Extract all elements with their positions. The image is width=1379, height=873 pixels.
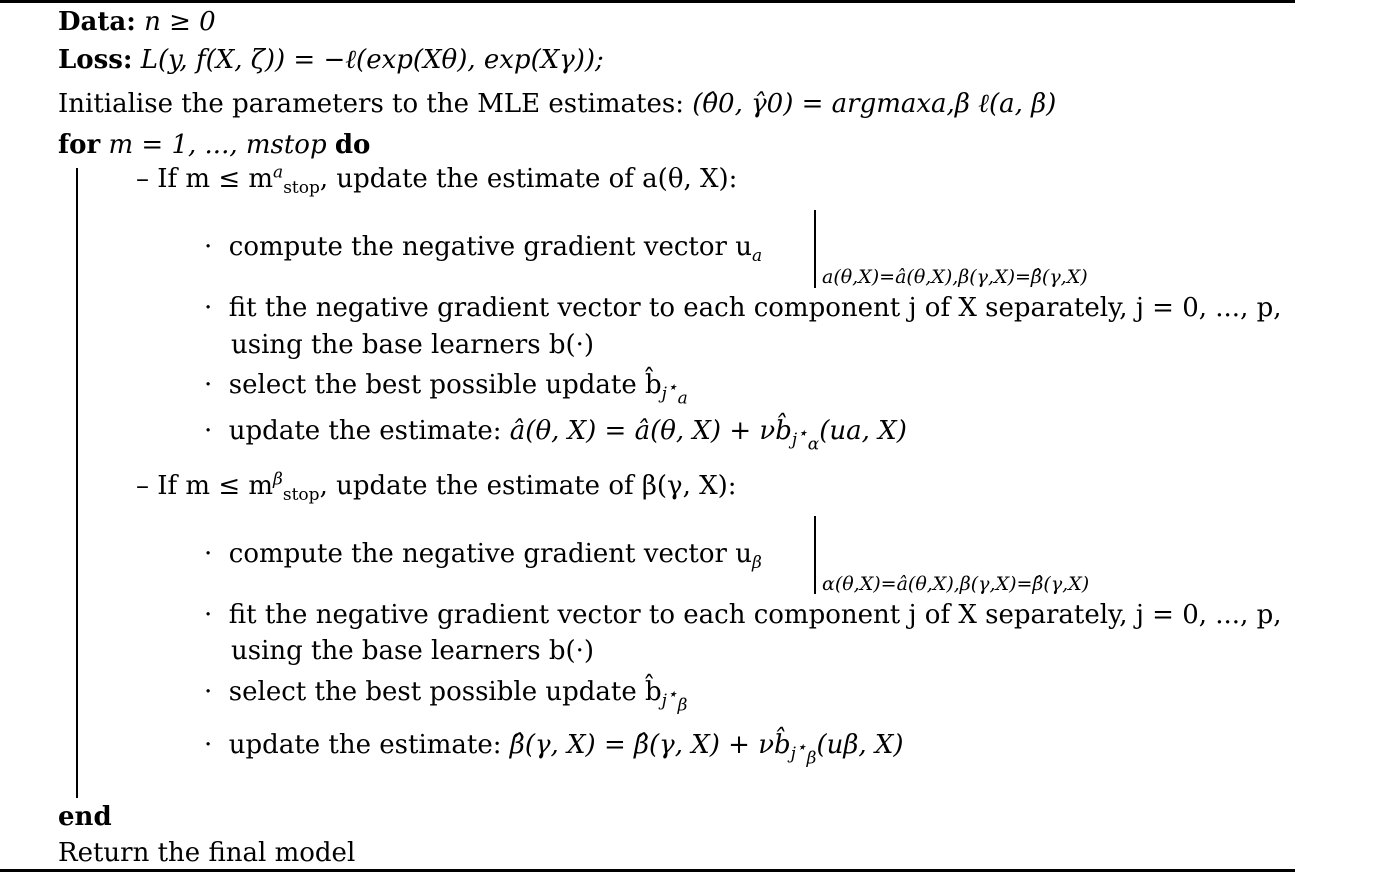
block-a-select [204,370,688,409]
block-b-compute [204,539,762,574]
loss-keyword: Loss: [58,45,133,75]
block-a-update-text: update the estimate: [228,416,502,446]
block-a-fit-bullet: · [204,293,213,323]
block-a-header [136,162,738,199]
end-keyword: end [58,802,112,832]
block-a-fit-cont: using the base learners b(·) [231,330,595,360]
block-b-select [204,677,688,716]
bottom-rule [0,869,1295,872]
block-a-header-text: If m ≤ m [157,164,274,194]
block-b-fit [204,600,1282,630]
block-b-eval-bar [814,516,816,594]
block-b-select-bullet: · [204,677,213,707]
init-text: Initialise the parameters to the MLE estimates: [58,89,684,119]
loop-body-bar [76,168,78,798]
block-a-fit [204,293,1282,323]
block-b-update-bullet: · [204,730,213,760]
block-a-select-sub: j⋆a [661,377,688,409]
do-keyword: do [334,130,371,160]
block-b-update-expr: β̂(γ, X) = β̂(γ, X) + νb̂ [509,730,791,760]
for-line [58,130,370,160]
block-b-update [204,730,904,769]
block-a-header-sup: a [273,162,284,183]
block-a-update-tail: (ua, X) [819,416,907,446]
block-b-update-sub: j⋆β [790,737,817,769]
block-b-compute-eval: α(θ,X)=â(θ,X),β(γ,X)=β̂(γ,X) [822,573,1090,595]
for-keyword: for [58,130,101,160]
block-a-update [204,416,907,455]
block-a-eval-bar [814,210,816,288]
block-b-fit-bullet: · [204,600,213,630]
block-b-fit-text: fit the negative gradient vector to each component j of X separately, j = 0, ..., p, [228,600,1282,630]
block-a-compute-text: compute the negative gradient vector u [228,232,752,262]
block-b-header-text: If m ≤ m [157,471,274,501]
block-a-dash: – [136,164,149,194]
block-b-compute-bullet: · [204,539,213,569]
block-a-select-bullet: · [204,370,213,400]
loss-line [58,45,604,75]
for-expression: m = 1, ..., mstop [108,130,327,160]
block-a-update-bullet: · [204,416,213,446]
top-rule [0,0,1295,3]
data-keyword: Data: [58,7,136,37]
block-a-select-text: select the best possible update b̂ [228,370,662,400]
block-b-compute-text: compute the negative gradient vector u [228,539,752,569]
block-b-update-tail: (uβ, X) [816,730,904,760]
block-b-dash: – [136,471,149,501]
data-expression: n ≥ 0 [144,7,216,37]
block-b-update-text: update the estimate: [228,730,502,760]
loss-expression: L(y, f(X, ζ)) = −ℓ(exp(Xθ), exp(Xγ)); [140,45,604,75]
return-line: Return the final model [58,838,356,868]
block-b-compute-sub: β [751,553,762,574]
block-a-compute-sub: a [751,246,763,267]
block-b-header-sub: stop [282,485,320,506]
block-a-update-expr: â(θ, X) = â(θ, X) + νb̂ [509,416,792,446]
data-line [58,7,216,37]
block-b-select-sub: j⋆β [661,684,688,716]
block-b-header-rest: , update the estimate of β(γ, X): [319,471,737,501]
block-a-update-sub: j⋆α [791,423,820,455]
block-a-compute [204,232,763,267]
block-a-header-rest: , update the estimate of a(θ, X): [319,164,738,194]
init-expression: (θ̂0, γ̂0) = argmaxa,β ℓ(a, β) [692,89,1057,119]
block-b-header-sup: β [273,469,283,490]
block-a-compute-bullet: · [204,232,213,262]
block-a-header-sub: stop [283,178,320,199]
init-line [58,89,1056,119]
block-b-fit-cont: using the base learners b(·) [231,636,595,666]
block-a-compute-eval: a(θ,X)=â(θ,X),β(γ,X)=β̂(γ,X) [822,266,1088,288]
block-b-select-text: select the best possible update b̂ [228,677,662,707]
end-line [58,802,112,832]
block-a-fit-text: fit the negative gradient vector to each component j of X separately, j = 0, ..., p, [228,293,1282,323]
block-b-header [136,469,737,506]
